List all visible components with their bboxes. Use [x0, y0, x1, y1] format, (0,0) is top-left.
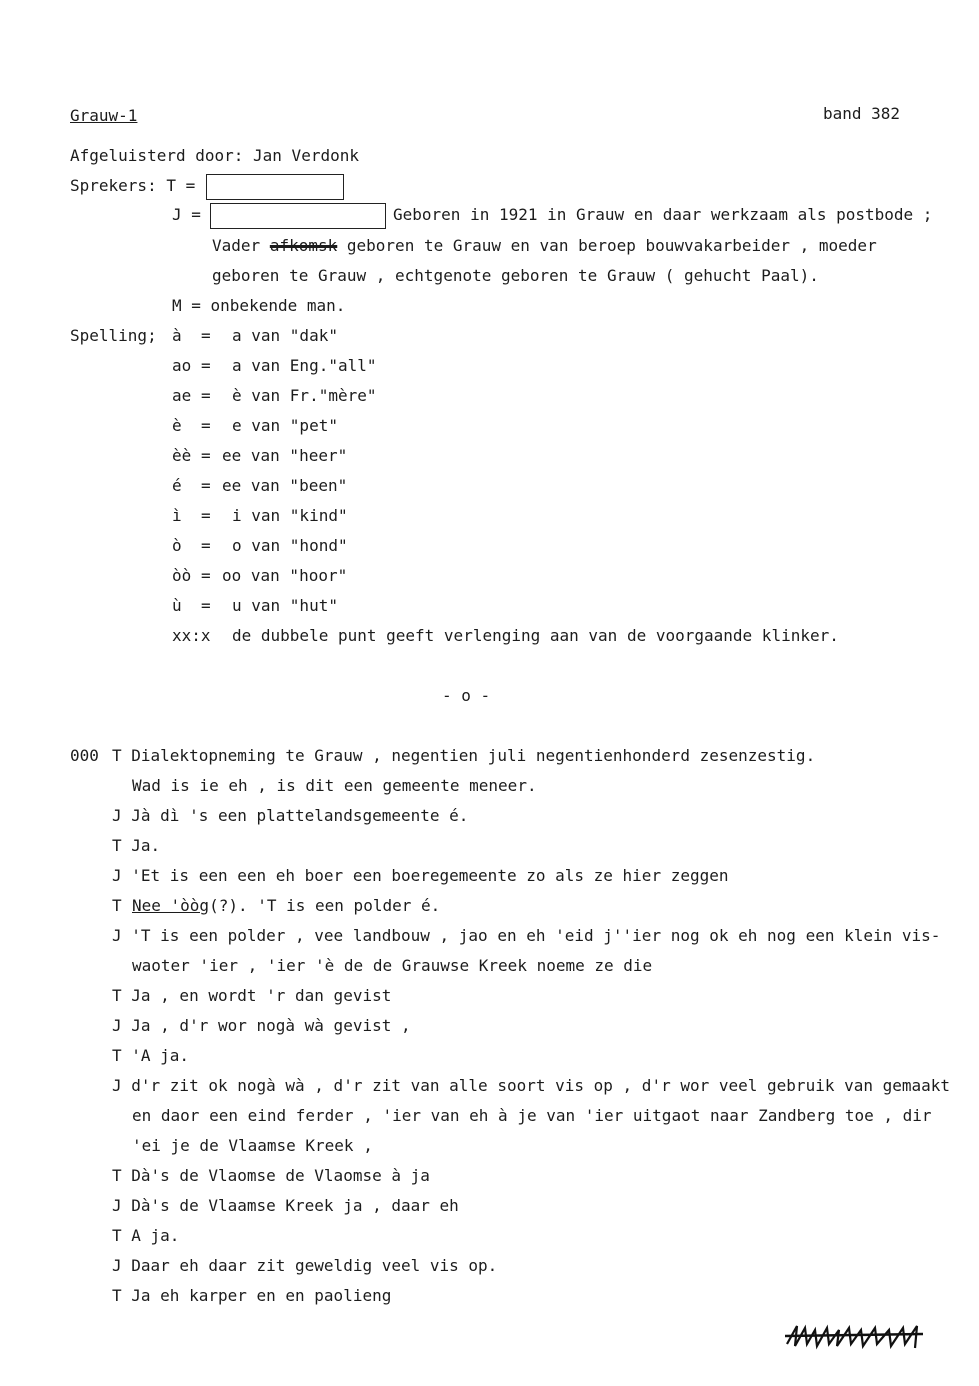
transcript-line: waoter 'ier , 'ier 'è de de Grauwse Kreek noeme ze die: [132, 956, 653, 975]
transcript-line: T 'A ja.: [112, 1046, 190, 1065]
spelling-symbol: è: [172, 416, 182, 435]
spelling-equals: =: [201, 566, 211, 585]
transcript-line: J 'Et is een een eh boer een boeregemeente zo als ze hier zeggen: [112, 866, 729, 885]
speakers-label: Sprekers: T =: [70, 176, 196, 195]
spelling-equals: =: [201, 326, 211, 345]
transcript-line: J 'T is een polder , vee landbouw , jao en eh 'eid j''ier nog ok eh nog een klein vis-: [112, 926, 941, 945]
transcript-line: Wad is ie eh , is dit een gemeente meneer.: [132, 776, 537, 795]
birth-line: geboren te Grauw , echtgenote geboren te Grauw ( gehucht Paal).: [212, 266, 819, 285]
signature-scribble: [785, 1322, 925, 1350]
underlined-phrase: Nee 'òòg: [132, 896, 210, 915]
vader-line: [212, 236, 877, 256]
transcript-line: J Ja , d'r wor nogà wà gevist ,: [112, 1016, 411, 1035]
transcript-line: en daor een eind ferder , 'ier van eh à je van 'ier uitgaot naar Zandberg toe , dir: [132, 1106, 932, 1125]
spelling-description: i van "kind": [232, 506, 348, 525]
listener-line: Afgeluisterd door: Jan Verdonk: [70, 146, 359, 165]
spelling-symbol: à: [172, 326, 182, 345]
spelling-symbol: òò: [172, 566, 192, 585]
spelling-symbol: ae: [172, 386, 192, 405]
spelling-description: de dubbele punt geeft verlenging aan van de voorgaande klinker.: [232, 626, 839, 645]
transcript-line: J Jà dì 's een plattelandsgemeente é.: [112, 806, 469, 825]
spelling-description: u van "hut": [232, 596, 338, 615]
spelling-label: Spelling;: [70, 326, 157, 345]
redacted-name-t: [206, 174, 344, 200]
redacted-name-j: [210, 203, 386, 229]
spelling-description: ee van "been": [222, 476, 348, 495]
tape-counter: 000: [70, 746, 99, 765]
spelling-description: a van Eng."all": [232, 356, 377, 375]
spelling-description: oo van "hoor": [222, 566, 348, 585]
spelling-description: a van "dak": [232, 326, 338, 345]
page-title: Grauw-1: [70, 106, 138, 125]
transcript-line: J d'r zit ok nogà wà , d'r zit van alle soort vis op , d'r wor veel gebruik van gemaakt: [112, 1076, 951, 1095]
transcript-line: T: [112, 896, 122, 915]
speaker-j-label: J =: [172, 205, 201, 224]
band-number: band 382: [823, 104, 901, 123]
spelling-equals: =: [201, 446, 211, 465]
speaker-m-line: M = onbekende man.: [172, 296, 346, 315]
transcript-line: T Dà's de Vlaomse de Vlaomse à ja: [112, 1166, 430, 1185]
spelling-symbol: xx:x: [172, 626, 211, 645]
transcript-line: T Dialektopneming te Grauw , negentien juli negentienhonderd zesenzestig.: [112, 746, 816, 765]
spelling-symbol: ì: [172, 506, 182, 525]
line-rest: (?). 'T is een polder é.: [209, 896, 441, 915]
spelling-equals: =: [201, 506, 211, 525]
transcript-line-inline: [132, 896, 440, 916]
spelling-symbol: é: [172, 476, 182, 495]
separator: - o -: [442, 686, 491, 705]
spelling-symbol: ù: [172, 596, 182, 615]
spelling-symbol: ao: [172, 356, 192, 375]
transcript-line: 'ei je de Vlaamse Kreek ,: [132, 1136, 373, 1155]
spelling-equals: =: [201, 536, 211, 555]
vader-rest: geboren te Grauw en van beroep bouwvakarbeider , moeder: [346, 236, 877, 255]
spelling-symbol: ò: [172, 536, 182, 555]
transcript-line: T A ja.: [112, 1226, 180, 1245]
spelling-equals: =: [201, 416, 211, 435]
transcript-line: T Ja.: [112, 836, 161, 855]
transcript-line: T Ja , en wordt 'r dan gevist: [112, 986, 392, 1005]
spelling-description: è van Fr."mère": [232, 386, 377, 405]
spelling-equals: =: [201, 386, 211, 405]
spelling-description: ee van "heer": [222, 446, 348, 465]
struck-word: afkomsk: [269, 236, 338, 255]
spelling-symbol: èè: [172, 446, 192, 465]
spelling-equals: =: [201, 476, 211, 495]
transcript-line: J Dà's de Vlaamse Kreek ja , daar eh: [112, 1196, 459, 1215]
spelling-equals: =: [201, 596, 211, 615]
spelling-equals: =: [201, 356, 211, 375]
transcript-line: J Daar eh daar zit geweldig veel vis op.: [112, 1256, 498, 1275]
transcript-line: T Ja eh karper en en paolieng: [112, 1286, 392, 1305]
spelling-description: o van "hond": [232, 536, 348, 555]
vader-prefix: Vader: [212, 236, 261, 255]
speaker-j-description: Geboren in 1921 in Grauw en daar werkzaam als postbode ;: [393, 205, 933, 224]
spelling-description: e van "pet": [232, 416, 338, 435]
